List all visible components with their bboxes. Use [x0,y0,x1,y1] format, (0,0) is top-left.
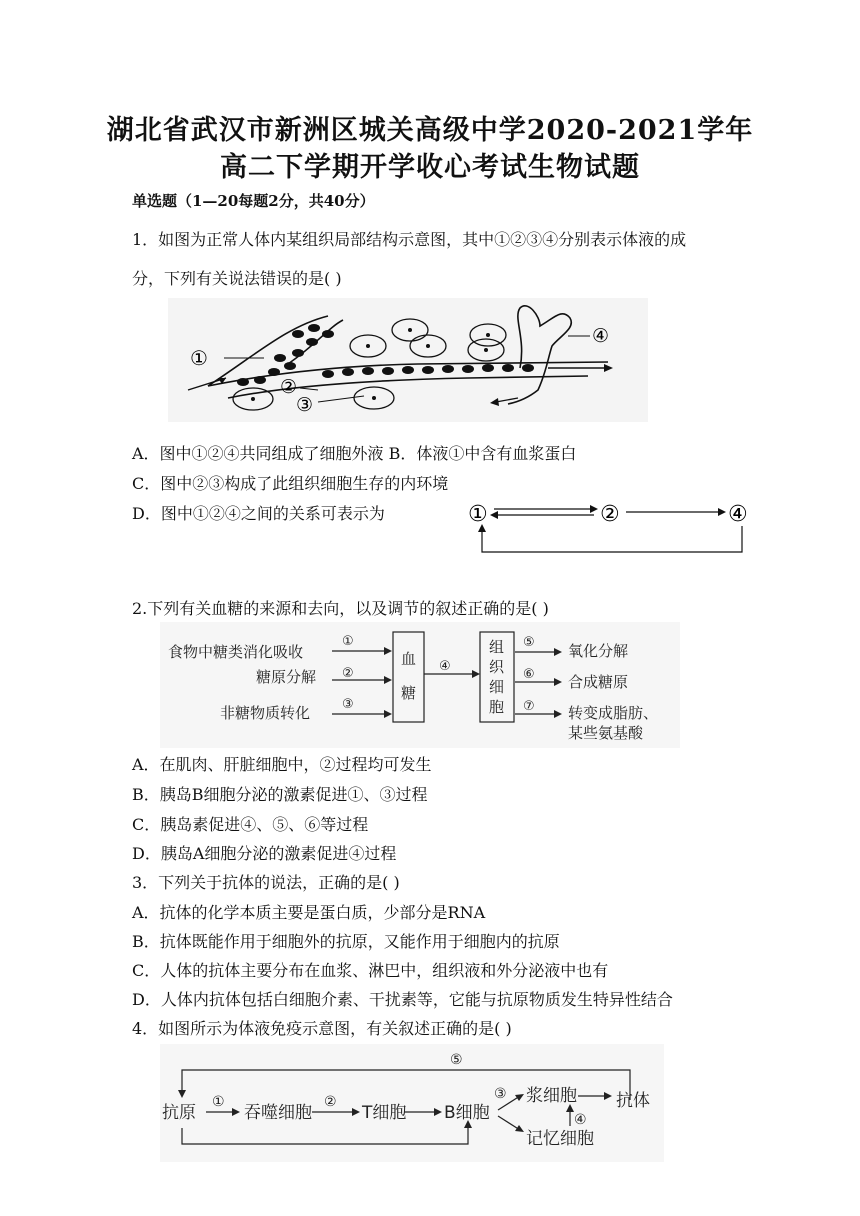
q2-cell-char-2: 织 [489,658,505,676]
q1-flow-node-1: ① [468,502,488,527]
section-heading: 单选题（1—20每题2分，共40分） [132,192,375,210]
q2-source-3: 非糖物质转化 [220,704,311,722]
q1-option-c: C．图中②③构成了此组织细胞生存的内环境 [132,474,449,493]
q2-cell-char-4: 胞 [489,698,505,716]
q2-output-3a: 转变成脂肪、 [568,704,659,722]
q1-flow-node-4: ④ [728,502,748,527]
q4-num-5: ⑤ [450,1052,463,1068]
q1-stem-line1: 1．如图为正常人体内某组织局部结构示意图，其中①②③④分别表示体液的成 [132,230,687,249]
q4-num-2: ② [324,1094,337,1110]
q2-cell-char-1: 组 [489,638,505,656]
q4-num-1: ① [212,1094,225,1110]
q2-num-1: ① [342,634,354,649]
q2-output-1: 氧化分解 [568,642,629,660]
q2-num-3: ③ [342,697,354,712]
q4-node-b-cell: B细胞 [444,1103,490,1123]
q4-stem: 4．如图所示为体液免疫示意图，有关叙述正确的是( ) [132,1019,512,1038]
q4-node-t-cell: T细胞 [362,1103,407,1123]
q3-option-b: B．抗体既能作用于细胞外的抗原，又能作用于细胞内的抗原 [132,932,560,951]
q4-node-plasma-cell: 浆细胞 [526,1086,577,1106]
q1-flow-node-2: ② [600,502,620,527]
q2-option-d: D．胰岛A细胞分泌的激素促进④过程 [132,844,397,863]
q2-num-6: ⑥ [523,667,535,682]
q1-fig-label-2: ② [280,376,298,398]
q2-option-c: C．胰岛素促进④、⑤、⑥等过程 [132,815,369,834]
q4-num-3: ③ [494,1086,507,1102]
q2-num-4: ④ [439,659,451,674]
q4-node-antigen: 抗原 [162,1103,196,1123]
q2-source-2: 糖原分解 [256,668,317,686]
q2-num-2: ② [342,666,354,681]
q3-option-a: A．抗体的化学本质主要是蛋白质，少部分是RNA [132,903,486,922]
q2-option-b: B．胰岛B细胞分泌的激素促进①、③过程 [132,785,428,804]
q1-fig-label-4: ④ [592,325,610,347]
q4-node-antibody: 抗体 [616,1091,650,1111]
q4-immunity-diagram [160,1044,664,1162]
q2-stem: 2.下列有关血糖的来源和去向，以及调节的叙述正确的是( ) [132,599,549,618]
q3-option-d: D．人体内抗体包括白细胞介素、干扰素等，它能与抗原物质发生特异性结合 [132,990,673,1009]
q2-blood-char-1: 血 [401,650,417,668]
q4-node-memory-cell: 记忆细胞 [526,1129,594,1149]
q1-fig-label-1: ① [190,346,208,370]
q3-stem: 3．下列关于抗体的说法，正确的是( ) [132,873,400,892]
q4-num-4: ④ [574,1112,587,1128]
q4-node-phagocyte: 吞噬细胞 [244,1103,312,1123]
title-line-1: 湖北省武汉市新洲区城关高级中学2020-2021学年 [106,115,754,146]
q2-num-5: ⑤ [523,635,535,650]
q2-output-2: 合成糖原 [568,673,629,691]
q2-blood-char-2: 糖 [401,684,417,702]
q1-fig-label-3: ③ [296,394,314,416]
q1-option-ab: A．图中①②④共同组成了细胞外液 B．体液①中含有血浆蛋白 [132,444,577,463]
q2-blood-sugar-diagram [160,622,680,748]
q2-source-1: 食物中糖类消化吸收 [168,643,304,661]
q1-option-d: D．图中①②④之间的关系可表示为 [132,504,385,523]
q1-tissue-diagram [168,298,648,422]
q2-output-3b: 某些氨基酸 [568,724,644,742]
q2-option-a: A．在肌肉、肝脏细胞中，②过程均可发生 [132,755,432,774]
q3-option-c: C．人体的抗体主要分布在血浆、淋巴中，组织液和外分泌液中也有 [132,961,609,980]
q2-num-7: ⑦ [523,699,535,714]
q2-cell-char-3: 细 [489,678,505,696]
q1-stem-line2: 分，下列有关说法错误的是( ) [132,269,342,288]
title-line-2: 高二下学期开学收心考试生物试题 [220,152,640,183]
q1-flow-diagram [464,496,764,562]
